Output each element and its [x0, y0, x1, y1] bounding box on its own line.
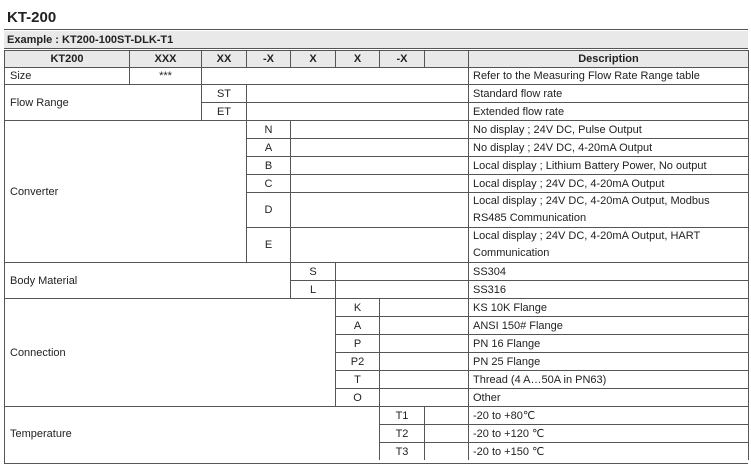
- converter-code-b: B: [247, 156, 291, 174]
- connection-code-t: T: [336, 370, 380, 388]
- connection-desc-p: PN 16 Flange: [469, 334, 749, 352]
- body-material-label: Body Material: [5, 262, 291, 298]
- example-code: Example : KT200-100ST-DLK-T1: [4, 31, 748, 49]
- flow-range-label: Flow Range: [5, 84, 202, 120]
- converter-blank-d1: [291, 192, 469, 209]
- size-desc: Refer to the Measuring Flow Rate Range table: [469, 67, 749, 84]
- connection-blank-t: [380, 370, 469, 388]
- converter-code-a: A: [247, 138, 291, 156]
- connection-code-k: K: [336, 298, 380, 316]
- header-temperature-code: -X: [380, 50, 425, 67]
- flow-code-st: ST: [202, 84, 247, 102]
- header-model: KT200: [5, 50, 130, 67]
- converter-desc-b: Local display ; Lithium Battery Power, No output: [469, 156, 749, 174]
- converter-label: Converter: [5, 120, 247, 262]
- material-desc-s: SS304: [469, 262, 749, 280]
- converter-desc-d-line2: RS485 Communication: [469, 209, 749, 227]
- connection-desc-p2: PN 25 Flange: [469, 352, 749, 370]
- temperature-code-t3: T3: [380, 442, 425, 460]
- converter-desc-n: No display ; 24V DC, Pulse Output: [469, 120, 749, 138]
- connection-label: Connection: [5, 298, 336, 406]
- flow-desc-et: Extended flow rate: [469, 102, 749, 120]
- converter-code-e: E: [247, 227, 291, 262]
- connection-desc-t: Thread (4 A…50A in PN63): [469, 370, 749, 388]
- temperature-blank-t3: [425, 442, 469, 460]
- header-blank: [425, 50, 469, 67]
- temperature-desc-t3: -20 to +150 ℃: [469, 442, 749, 460]
- connection-code-p: P: [336, 334, 380, 352]
- size-code: ***: [130, 67, 202, 84]
- connection-blank-p2: [380, 352, 469, 370]
- temperature-blank-t2: [425, 424, 469, 442]
- converter-desc-e-line2: Communication: [469, 244, 749, 262]
- header-description: Description: [469, 50, 749, 67]
- converter-desc-e-line1: Local display ; 24V DC, 4-20mA Output, HART: [469, 227, 749, 244]
- converter-desc-c: Local display ; 24V DC, 4-20mA Output: [469, 174, 749, 192]
- converter-blank-e2: [291, 244, 469, 262]
- converter-desc-d-line1: Local display ; 24V DC, 4-20mA Output, Modbus: [469, 192, 749, 209]
- temperature-code-t2: T2: [380, 424, 425, 442]
- temperature-desc-t2: -20 to +120 ℃: [469, 424, 749, 442]
- header-connection-code: X: [336, 50, 380, 67]
- material-code-s: S: [291, 262, 336, 280]
- temperature-desc-t1: -20 to +80℃: [469, 406, 749, 424]
- converter-blank-e1: [291, 227, 469, 244]
- flow-desc-st: Standard flow rate: [469, 84, 749, 102]
- converter-code-d: D: [247, 192, 291, 227]
- connection-code-o: O: [336, 388, 380, 406]
- temperature-label: Temperature: [5, 406, 380, 460]
- ordering-code-table: [4, 50, 748, 464]
- size-label: Size: [5, 67, 130, 84]
- flow-blank-et: [247, 102, 469, 120]
- header-flow-code: XX: [202, 50, 247, 67]
- connection-code-a: A: [336, 316, 380, 334]
- connection-blank-k: [380, 298, 469, 316]
- material-blank-s: [336, 262, 469, 280]
- temperature-code-t1: T1: [380, 406, 425, 424]
- converter-code-n: N: [247, 120, 291, 138]
- connection-desc-k: KS 10K Flange: [469, 298, 749, 316]
- connection-desc-o: Other: [469, 388, 749, 406]
- header-size-code: XXX: [130, 50, 202, 67]
- material-code-l: L: [291, 280, 336, 298]
- header-converter-code: -X: [247, 50, 291, 67]
- page-title: KT-200: [4, 4, 748, 30]
- converter-blank-b: [291, 156, 469, 174]
- flow-blank-st: [247, 84, 469, 102]
- converter-blank-c: [291, 174, 469, 192]
- flow-code-et: ET: [202, 102, 247, 120]
- converter-code-c: C: [247, 174, 291, 192]
- connection-blank-p: [380, 334, 469, 352]
- converter-blank-d2: [291, 209, 469, 227]
- connection-blank-o: [380, 388, 469, 406]
- connection-desc-a: ANSI 150# Flange: [469, 316, 749, 334]
- converter-desc-a: No display ; 24V DC, 4-20mA Output: [469, 138, 749, 156]
- material-blank-l: [336, 280, 469, 298]
- size-blank: [202, 67, 469, 84]
- header-material-code: X: [291, 50, 336, 67]
- connection-blank-a: [380, 316, 469, 334]
- converter-blank-n: [291, 120, 469, 138]
- converter-blank-a: [291, 138, 469, 156]
- material-desc-l: SS316: [469, 280, 749, 298]
- temperature-blank-t1: [425, 406, 469, 424]
- connection-code-p2: P2: [336, 352, 380, 370]
